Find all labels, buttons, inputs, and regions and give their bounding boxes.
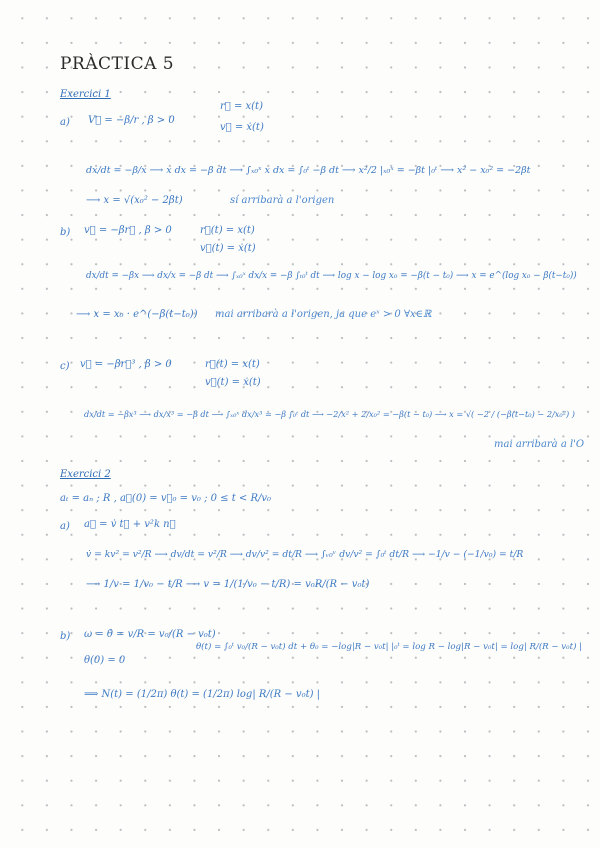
part-a-def-position: r⃗ = x(t)	[220, 101, 263, 112]
part-c-note: mai arribarà a l'O	[494, 439, 585, 450]
part-a-result: ⟶ x = √(x₀² − 2βt)	[86, 195, 183, 206]
ex2-part-b-omega: ω = θ̇ = v/R = v₀/(R − v₀t)	[84, 629, 216, 640]
part-b-given: v⃗ = −βr⃗ , β > 0	[84, 225, 172, 236]
part-b-def-position: r⃗(t) = x(t)	[200, 225, 255, 236]
exercise-2-given: aₜ = aₙ ; R , a⃗(0) = v⃗₀ = v₀ ; 0 ≤ t < R/v₀	[60, 493, 272, 504]
ex2-part-b-label: b)	[60, 631, 71, 642]
ex2-part-a-derivation: v̇ = kv² = v²/R ⟶ dv/dt = v²/R ⟶ dv/v² = dt/R ⟶ ∫ᵥ₀ᵛ dv/v² = ∫₀ᵗ dt/R ⟶ −1/v − (−1/v₀) = t/R	[86, 549, 524, 560]
ex2-part-b-theta: θ(t) = ∫₀ᵗ v₀/(R − v₀t) dt + θ₀ = −log|R − v₀t| |₀ᵗ = log R − log|R − v₀t| = log| R/(R − v₀t) |	[196, 642, 583, 652]
part-c-derivation: dx/dt = −βx³ ⟶ dx/x³ = −β dt ⟶ ∫ₓ₀ˣ dx/x³ = −β ∫₀ᵗ dt ⟶ −2/x² + 2/x₀² = −β(t − t₀) ⟶ x = √( −2 / (−β(t−t₀) − 2/x₀²) )	[84, 409, 575, 419]
part-c-def-position: r⃗(t) = x(t)	[205, 359, 260, 370]
part-a-label: a)	[60, 117, 70, 128]
part-c-label: c)	[60, 361, 70, 372]
part-a-derivation: dx/dt = −β/x ⟶ x dx = −β dt ⟶ ∫ₓ₀ˣ x dx = ∫₀ᵗ −β dt ⟶ x²/2 |ₓ₀ˣ = −βt |₀ᵗ ⟶ x² − x₀² = −2βt	[86, 165, 531, 176]
page-title: PRÀCTICA 5	[60, 54, 175, 74]
part-a-def-velocity: v⃗ = ẋ(t)	[220, 122, 264, 133]
part-b-derivation: dx/dt = −βx ⟶ dx/x = −β dt ⟶ ∫ₓ₀ˣ dx/x = −β ∫ₜ₀ᵗ dt ⟶ log x − log x₀ = −β(t − t₀) ⟶ x = e^(log x₀ − β(t−t₀))	[86, 271, 577, 281]
part-c-given: v⃗ = −βr⃗³ , β > 0	[80, 359, 172, 370]
part-c-def-velocity: v⃗(t) = ẋ(t)	[205, 377, 261, 388]
ex2-part-a-acceleration: a⃗ = v̇ t⃗ + v²k n⃗	[84, 519, 176, 530]
part-a-note: sí arribarà a l'origen	[230, 195, 335, 206]
ex2-part-a-label: a)	[60, 521, 70, 532]
exercise-1-heading: Exercici 1	[60, 89, 111, 100]
part-a-given: V⃗ = −β/r , β > 0	[88, 115, 175, 126]
part-b-label: b)	[60, 227, 71, 238]
part-b-result: ⟶ x = x₀ · e^(−β(t−t₀))	[76, 309, 198, 320]
ex2-part-b-turns: ⟹ N(t) = (1/2π) θ(t) = (1/2π) log| R/(R − v₀t) |	[84, 689, 321, 700]
ex2-part-b-initial-condition: θ(0) = 0	[84, 655, 126, 666]
exercise-2-heading: Exercici 2	[60, 469, 111, 480]
part-b-def-velocity: v⃗(t) = ẋ(t)	[200, 243, 256, 254]
part-b-note: mai arribarà a l'origen, ja que eˣ > 0 ∀x∈ℝ	[215, 309, 432, 320]
ex2-part-a-result: ⟶ 1/v = 1/v₀ − t/R ⟶ v = 1/(1/v₀ − t/R) = v₀R/(R − v₀t)	[86, 579, 370, 590]
